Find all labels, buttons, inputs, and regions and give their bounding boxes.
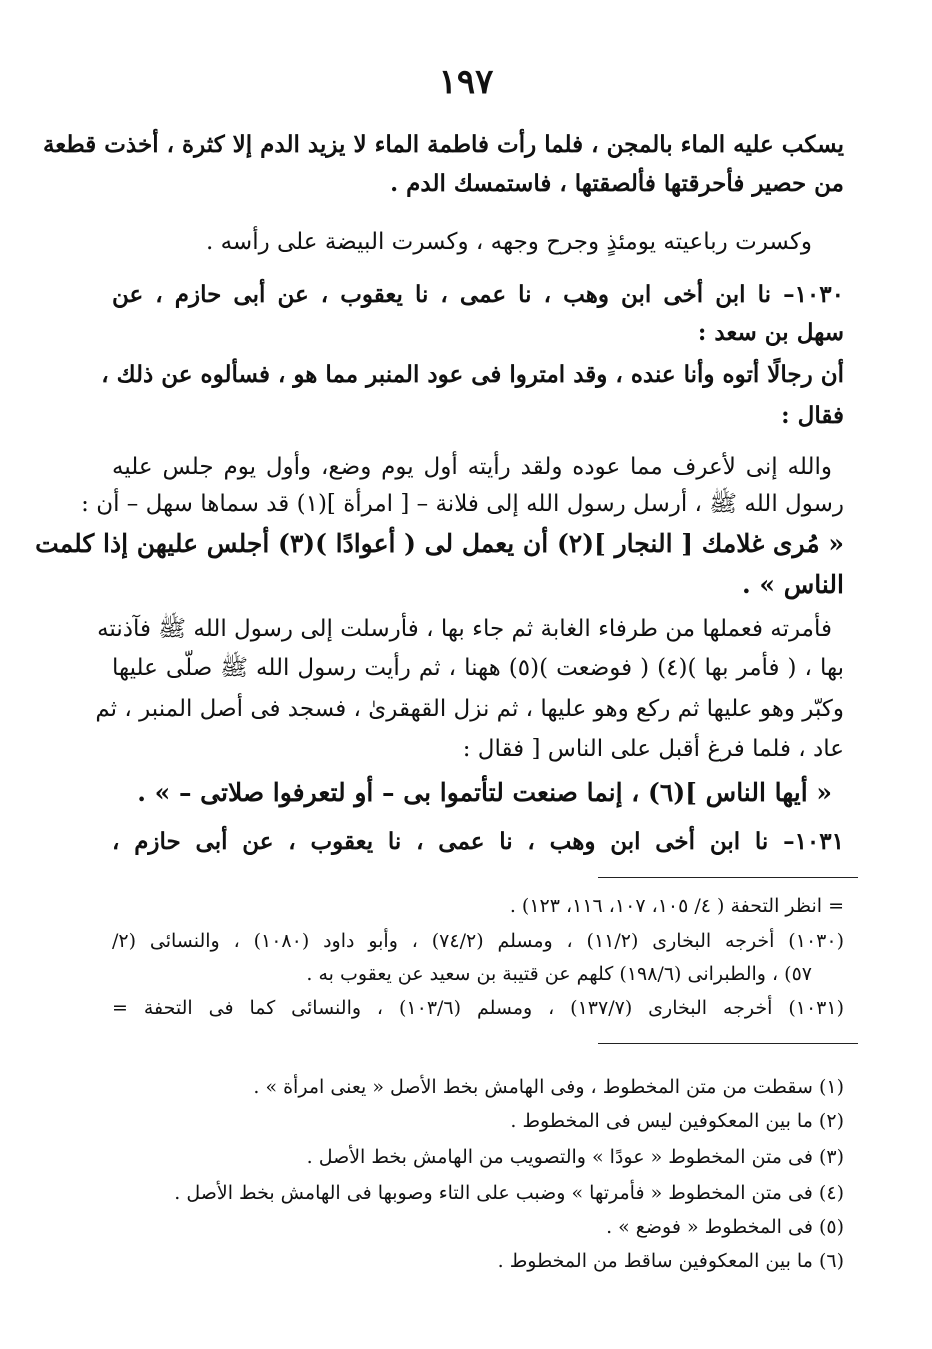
reference-line: (١٠٣١) أخرجه البخارى (١٣٧/٧) ، ومسلم (١٠٣/٦) ، والنسائى كما فى التحفة =: [112, 997, 844, 1019]
body-line: وكسرت رباعيته يومئذٍ وجرح وجهه ، وكسرت البيضة على رأسه .: [205, 229, 812, 255]
body-line: سهل بن سعد :: [697, 319, 844, 346]
footnote: (٦) ما بين المعكوفين ساقط من المخطوط .: [497, 1250, 844, 1272]
page-number: ١٩٧: [438, 62, 494, 102]
reference-line: = انظر التحفة ( ٤/ ١٠٥، ١٠٧، ١١٦، ١٢٣) .: [509, 895, 844, 917]
body-line: فقال :: [781, 402, 844, 429]
body-line: فأمرته فعملها من طرفاء الغابة ثم جاء بها ، فأرسلت إلى رسول الله ﷺ فآذنته: [97, 616, 832, 642]
body-line: رسول الله ﷺ ، أرسل رسول الله إلى فلانة – [ امرأة ](١) قد سماها سهل – أن :: [81, 491, 844, 517]
footnote-rule: [598, 1043, 858, 1044]
reference-line: ٥٧) ، والطبرانى (١٩٨/٦) كلهم عن قتيبة بن سعيد عن يعقوب به .: [306, 963, 812, 985]
footnote: (٤) فى متن المخطوط « فأمرتها » وضبب على التاء وصوبها فى الهامش بخط الأصل .: [174, 1182, 844, 1204]
footnote: (٣) فى متن المخطوط « عودًا » والتصويب من الهامش بخط الأصل .: [306, 1146, 844, 1168]
body-line: بها ، ( فأمر بها )(٤) ( فوضعت )(٥) ههنا ، ثم رأيت رسول الله ﷺ صلّى عليها: [112, 655, 844, 681]
body-line: والله إنى لأعرف مما عوده ولقد رأيته أول يوم وضع، وأول يوم جلس عليه: [112, 454, 832, 480]
body-line: يسكب عليه الماء بالمجن ، فلما رأت فاطمة الماء لا يزيد الدم إلا كثرة ، أخذت قطعة: [42, 131, 844, 158]
hadith-1031-heading: ١٠٣١– نا ابن أخى ابن وهب ، نا عمى ، نا يعقوب ، عن أبى حازم ،: [112, 828, 844, 855]
quote-line: « أيها الناس ](٦) ، إنما صنعت لتأتموا بى – أو لتعرفوا صلاتى – » .: [137, 778, 832, 807]
reference-line: (١٠٣٠) أخرجه البخارى (١١/٢) ، ومسلم (٧٤/٢) ، وأبو داود (١٠٨٠) ، والنسائى (٢/: [112, 930, 844, 952]
footnote: (١) سقطت من متن المخطوط ، وفى الهامش بخط الأصل « يعنى امرأة » .: [253, 1076, 844, 1098]
body-line: أن رجالًا أتوه وأنا عنده ، وقد امتروا فى عود المنبر مما هو ، فسألوه عن ذلك ،: [101, 361, 844, 388]
separator-rule: [598, 877, 858, 878]
footnote: (٥) فى المخطوط « فوضع » .: [606, 1216, 844, 1238]
body-line: من حصير فأحرقتها فألصقتها ، فاستمسك الدم .: [390, 170, 844, 197]
quote-line: « مُرى غلامك [ النجار ](٢) أن يعمل لى ( أعوادًا )(٣) أجلس عليهن إذا كلمت: [35, 529, 844, 558]
body-line: عاد ، فلما فرغ أقبل على الناس [ فقال :: [462, 736, 844, 762]
hadith-1030-heading: ١٠٣٠– نا ابن أخى ابن وهب ، نا عمى ، نا يعقوب ، عن أبى حازم ، عن: [112, 281, 844, 308]
quote-line: الناس » .: [742, 570, 844, 599]
body-line: وكبّر وهو عليها ثم ركع وهو عليها ، ثم نزل القهقرىٰ ، فسجد فى أصل المنبر ، ثم: [95, 696, 844, 722]
footnote: (٢) ما بين المعكوفين ليس فى المخطوط .: [510, 1110, 844, 1132]
